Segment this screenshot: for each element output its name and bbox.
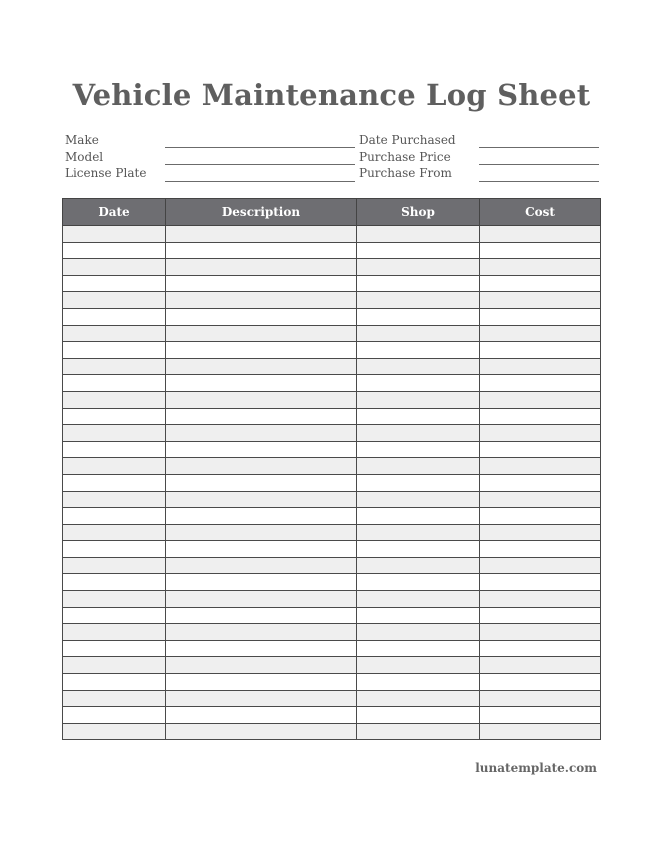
shop-cell[interactable] [357, 259, 480, 276]
model-label: Model [65, 150, 104, 164]
shop-cell[interactable] [357, 292, 480, 309]
description-cell[interactable] [166, 657, 357, 674]
cost-cell[interactable] [480, 375, 601, 392]
footer-website: lunatemplate.com [475, 761, 597, 775]
shop-cell[interactable] [357, 242, 480, 259]
table-row [63, 640, 601, 657]
table-row [63, 275, 601, 292]
table-row [63, 226, 601, 243]
cost-cell[interactable] [480, 292, 601, 309]
date-cell[interactable] [63, 591, 166, 608]
date-cell[interactable] [63, 226, 166, 243]
shop-column-header: Shop [357, 199, 480, 226]
shop-cell[interactable] [357, 524, 480, 541]
date-cell[interactable] [63, 408, 166, 425]
date-cell[interactable] [63, 690, 166, 707]
cost-cell[interactable] [480, 640, 601, 657]
description-cell[interactable] [166, 358, 357, 375]
cost-cell[interactable] [480, 474, 601, 491]
cost-cell[interactable] [480, 690, 601, 707]
table-row [63, 242, 601, 259]
cost-cell[interactable] [480, 674, 601, 691]
table-row [63, 690, 601, 707]
cost-cell[interactable] [480, 425, 601, 442]
shop-cell[interactable] [357, 408, 480, 425]
shop-cell[interactable] [357, 508, 480, 525]
date-cell[interactable] [63, 574, 166, 591]
license-plate-label: License Plate [65, 166, 147, 180]
table-row [63, 723, 601, 740]
table-row [63, 342, 601, 359]
cost-column-header: Cost [480, 199, 601, 226]
date-cell[interactable] [63, 723, 166, 740]
date-cell[interactable] [63, 707, 166, 724]
shop-cell[interactable] [357, 425, 480, 442]
description-cell[interactable] [166, 408, 357, 425]
shop-cell[interactable] [357, 275, 480, 292]
date-cell[interactable] [63, 441, 166, 458]
cost-cell[interactable] [480, 657, 601, 674]
purchase-price-field[interactable] [479, 164, 599, 165]
shop-cell[interactable] [357, 723, 480, 740]
description-column-header: Description [166, 199, 357, 226]
description-cell[interactable] [166, 441, 357, 458]
shop-cell[interactable] [357, 391, 480, 408]
table-row [63, 474, 601, 491]
date-cell[interactable] [63, 292, 166, 309]
table-row [63, 491, 601, 508]
description-cell[interactable] [166, 707, 357, 724]
table-row [63, 408, 601, 425]
table-row [63, 607, 601, 624]
date-cell[interactable] [63, 308, 166, 325]
cost-cell[interactable] [480, 624, 601, 641]
description-cell[interactable] [166, 541, 357, 558]
shop-cell[interactable] [357, 640, 480, 657]
description-cell[interactable] [166, 508, 357, 525]
cost-cell[interactable] [480, 275, 601, 292]
description-cell[interactable] [166, 690, 357, 707]
date-purchased-field[interactable] [479, 147, 599, 148]
date-cell[interactable] [63, 425, 166, 442]
shop-cell[interactable] [357, 458, 480, 475]
cost-cell[interactable] [480, 358, 601, 375]
shop-cell[interactable] [357, 226, 480, 243]
date-cell[interactable] [63, 375, 166, 392]
table-row [63, 657, 601, 674]
shop-cell[interactable] [357, 325, 480, 342]
cost-cell[interactable] [480, 707, 601, 724]
cost-cell[interactable] [480, 541, 601, 558]
cost-cell[interactable] [480, 259, 601, 276]
table-header-row [63, 199, 601, 226]
license-plate-field[interactable] [165, 181, 355, 182]
shop-cell[interactable] [357, 491, 480, 508]
table-row [63, 574, 601, 591]
date-column-header: Date [63, 199, 166, 226]
date-cell[interactable] [63, 674, 166, 691]
description-cell[interactable] [166, 375, 357, 392]
date-cell[interactable] [63, 275, 166, 292]
date-cell[interactable] [63, 624, 166, 641]
shop-cell[interactable] [357, 690, 480, 707]
table-row [63, 425, 601, 442]
shop-cell[interactable] [357, 375, 480, 392]
cost-cell[interactable] [480, 607, 601, 624]
date-cell[interactable] [63, 391, 166, 408]
table-row [63, 674, 601, 691]
table-row [63, 308, 601, 325]
cost-cell[interactable] [480, 508, 601, 525]
table-body [63, 226, 601, 740]
description-cell[interactable] [166, 524, 357, 541]
table-row [63, 524, 601, 541]
date-cell[interactable] [63, 657, 166, 674]
shop-cell[interactable] [357, 441, 480, 458]
table-row [63, 391, 601, 408]
table-row [63, 325, 601, 342]
description-cell[interactable] [166, 474, 357, 491]
date-purchased-label: Date Purchased [359, 133, 456, 147]
description-cell[interactable] [166, 391, 357, 408]
description-cell[interactable] [166, 292, 357, 309]
description-cell[interactable] [166, 624, 357, 641]
cost-cell[interactable] [480, 408, 601, 425]
description-cell[interactable] [166, 723, 357, 740]
date-cell[interactable] [63, 458, 166, 475]
shop-cell[interactable] [357, 624, 480, 641]
cost-cell[interactable] [480, 391, 601, 408]
description-cell[interactable] [166, 491, 357, 508]
description-cell[interactable] [166, 557, 357, 574]
description-cell[interactable] [166, 325, 357, 342]
cost-cell[interactable] [480, 591, 601, 608]
table-row [63, 441, 601, 458]
date-cell[interactable] [63, 358, 166, 375]
table-row [63, 259, 601, 276]
date-cell[interactable] [63, 508, 166, 525]
shop-cell[interactable] [357, 557, 480, 574]
purchase-from-field[interactable] [479, 181, 599, 182]
cost-cell[interactable] [480, 308, 601, 325]
table-row [63, 624, 601, 641]
cost-cell[interactable] [480, 325, 601, 342]
table-row [63, 541, 601, 558]
date-cell[interactable] [63, 242, 166, 259]
purchase-price-label: Purchase Price [359, 150, 451, 164]
date-cell[interactable] [63, 524, 166, 541]
model-field[interactable] [165, 164, 355, 165]
description-cell[interactable] [166, 591, 357, 608]
shop-cell[interactable] [357, 574, 480, 591]
cost-cell[interactable] [480, 226, 601, 243]
shop-cell[interactable] [357, 607, 480, 624]
date-cell[interactable] [63, 474, 166, 491]
cost-cell[interactable] [480, 458, 601, 475]
description-cell[interactable] [166, 458, 357, 475]
shop-cell[interactable] [357, 707, 480, 724]
table-row [63, 292, 601, 309]
cost-cell[interactable] [480, 574, 601, 591]
cost-cell[interactable] [480, 557, 601, 574]
cost-cell[interactable] [480, 242, 601, 259]
date-cell[interactable] [63, 491, 166, 508]
table-row [63, 591, 601, 608]
cost-cell[interactable] [480, 491, 601, 508]
description-cell[interactable] [166, 226, 357, 243]
date-cell[interactable] [63, 607, 166, 624]
table-row [63, 707, 601, 724]
purchase-from-label: Purchase From [359, 166, 452, 180]
table-row [63, 375, 601, 392]
description-cell[interactable] [166, 674, 357, 691]
table-row [63, 358, 601, 375]
date-cell[interactable] [63, 557, 166, 574]
shop-cell[interactable] [357, 358, 480, 375]
date-cell[interactable] [63, 342, 166, 359]
date-cell[interactable] [63, 640, 166, 657]
description-cell[interactable] [166, 425, 357, 442]
date-cell[interactable] [63, 259, 166, 276]
date-cell[interactable] [63, 541, 166, 558]
shop-cell[interactable] [357, 474, 480, 491]
shop-cell[interactable] [357, 674, 480, 691]
description-cell[interactable] [166, 607, 357, 624]
cost-cell[interactable] [480, 524, 601, 541]
cost-cell[interactable] [480, 441, 601, 458]
description-cell[interactable] [166, 640, 357, 657]
date-cell[interactable] [63, 325, 166, 342]
description-cell[interactable] [166, 242, 357, 259]
cost-cell[interactable] [480, 342, 601, 359]
table-row [63, 458, 601, 475]
shop-cell[interactable] [357, 591, 480, 608]
description-cell[interactable] [166, 275, 357, 292]
shop-cell[interactable] [357, 342, 480, 359]
make-label: Make [65, 133, 99, 147]
cost-cell[interactable] [480, 723, 601, 740]
page-title: Vehicle Maintenance Log Sheet [72, 78, 591, 112]
description-cell[interactable] [166, 259, 357, 276]
shop-cell[interactable] [357, 541, 480, 558]
table-row [63, 557, 601, 574]
description-cell[interactable] [166, 574, 357, 591]
make-field[interactable] [165, 147, 355, 148]
shop-cell[interactable] [357, 308, 480, 325]
shop-cell[interactable] [357, 657, 480, 674]
maintenance-log-table [62, 198, 601, 740]
description-cell[interactable] [166, 308, 357, 325]
description-cell[interactable] [166, 342, 357, 359]
table-row [63, 508, 601, 525]
